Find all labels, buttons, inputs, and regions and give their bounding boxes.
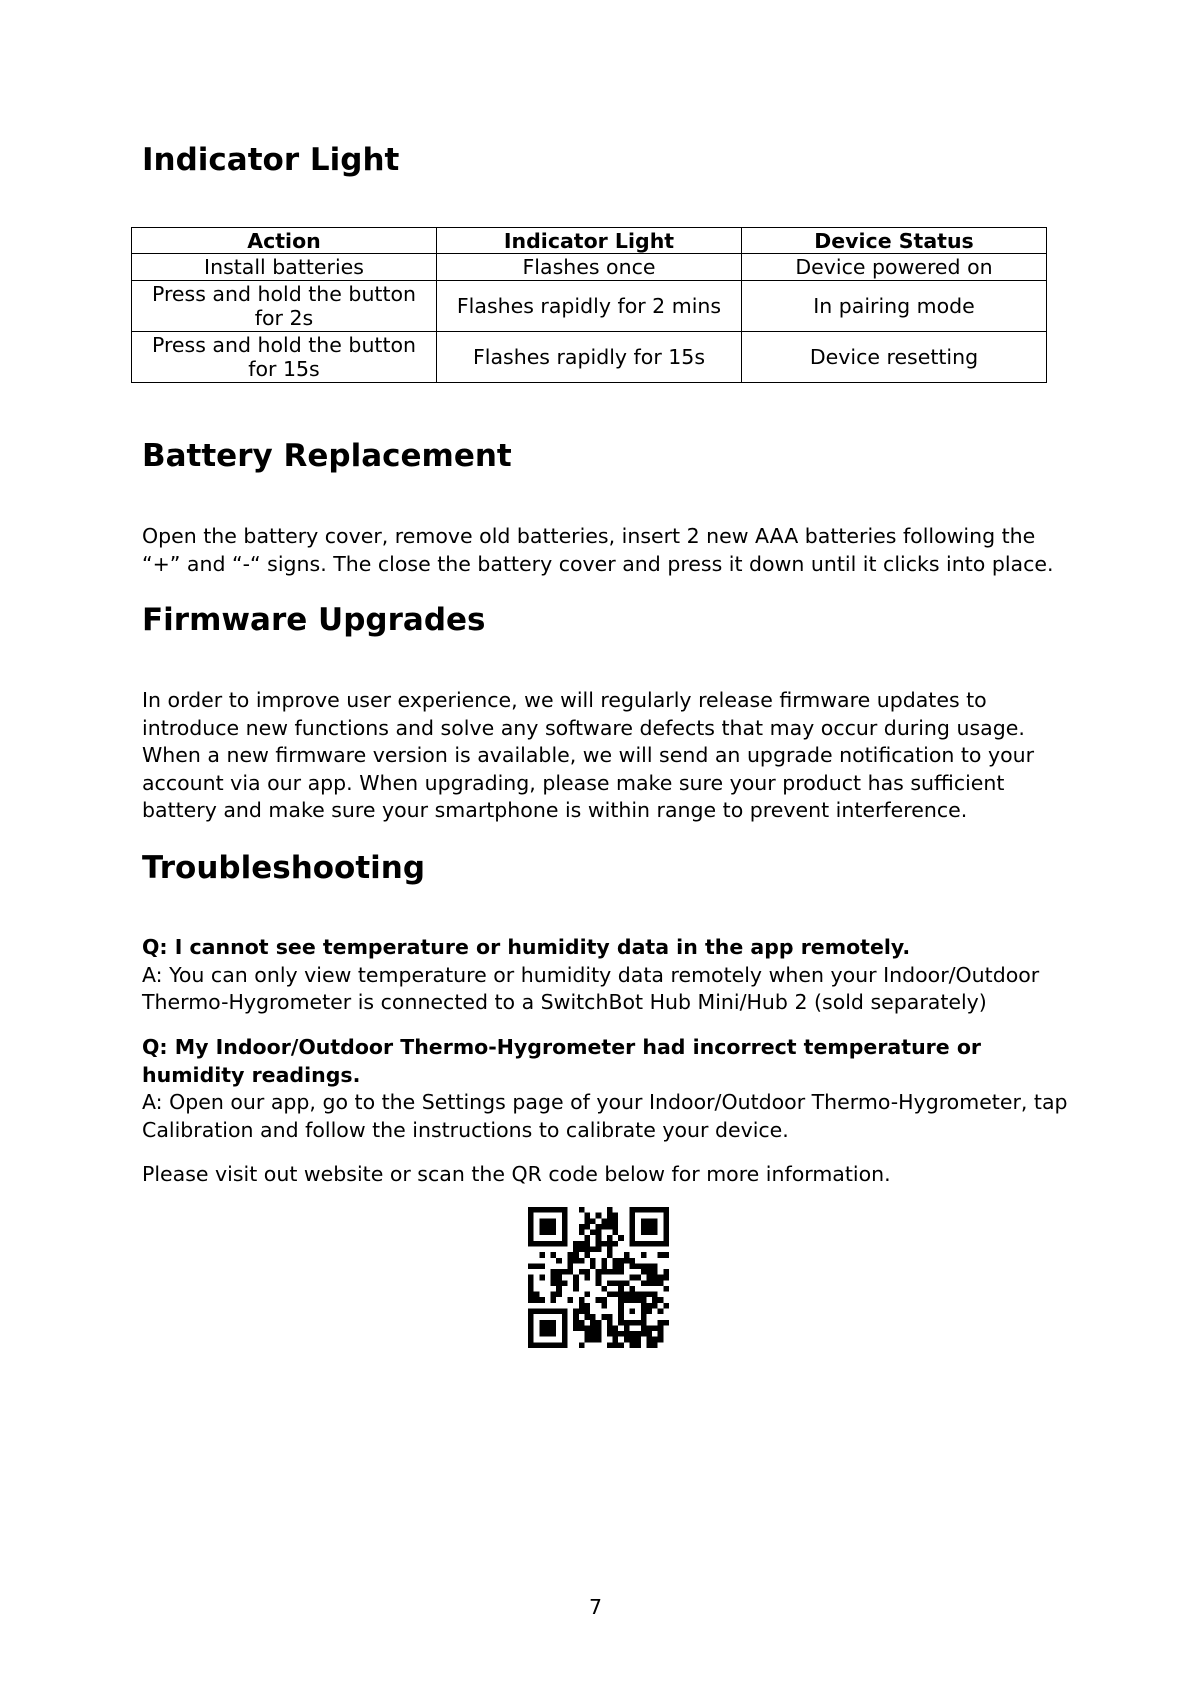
table-cell: Flashes once [437,254,742,281]
table-header-cell: Device Status [742,228,1047,254]
faq-answer: A: Open our app, go to the Settings page of your Indoor/Outdoor Thermo-Hygrometer, tap Calibration and follow the instructions to calibrate your device. [142,1090,1068,1142]
qr-code-icon [528,1207,669,1348]
table-cell: Device resetting [742,332,1047,383]
indicator-light-heading: Indicator Light [142,142,400,178]
table-header-row [132,228,1047,254]
troubleshooting-heading: Troubleshooting [142,850,426,886]
indicator-light-table [131,227,1047,383]
faq-question: Q: I cannot see temperature or humidity data in the app remotely. [142,935,911,959]
table-row [132,332,1047,383]
visit-website-text: Please visit out website or scan the QR code below for more information. [142,1162,891,1186]
table-cell: Flashes rapidly for 2 mins [437,281,742,332]
table-cell: Press and hold the button for 15s [132,332,437,383]
table-cell: Device powered on [742,254,1047,281]
table-header-cell: Indicator Light [437,228,742,254]
page-number: 7 [588,1595,603,1619]
battery-replacement-text: Open the battery cover, remove old batteries, insert 2 new AAA batteries following the “+” and “-“ signs. The close the battery cover and press it down until it clicks into place. [142,524,1054,576]
table-row [132,281,1047,332]
faq-item [142,1034,1072,1144]
firmware-upgrades-heading: Firmware Upgrades [142,602,486,638]
table-header-cell: Action [132,228,437,254]
table-cell: Press and hold the button for 2s [132,281,437,332]
table-cell: Flashes rapidly for 15s [437,332,742,383]
battery-replacement-heading: Battery Replacement [142,438,512,474]
faq-answer: A: You can only view temperature or humidity data remotely when your Indoor/Outdoor Thermo-Hygrometer is connected to a SwitchBot Hub Mini/Hub 2 (sold separately) [142,962,1040,1014]
table-cell: In pairing mode [742,281,1047,332]
table-row [132,254,1047,281]
faq-item [142,934,1072,1017]
table-cell: Install batteries [132,254,437,281]
faq-question: Q: My Indoor/Outdoor Thermo-Hygrometer had incorrect temperature or humidity readings. [142,1035,982,1087]
firmware-upgrades-text: In order to improve user experience, we will regularly release firmware updates to introduce new functions and solve any software defects that may occur during usage. When a new firmware version is available, we will send an upgrade notification to your account via our app. When upgrading, please make sure your product has sufficient battery and make sure your smartphone is within range to prevent interference. [142,688,1035,822]
